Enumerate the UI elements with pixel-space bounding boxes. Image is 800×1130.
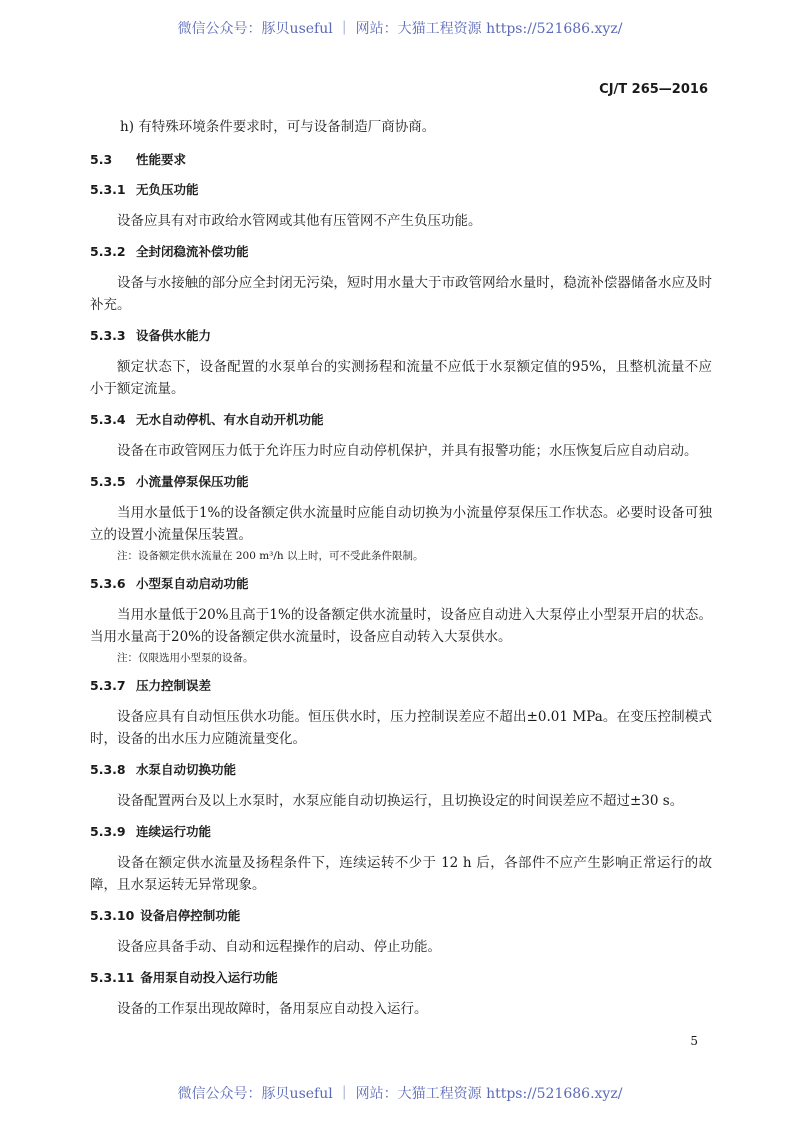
sections-container (90, 150, 712, 1020)
section-number: 5.3.1 (90, 182, 126, 197)
section-paragraph: 设备与水接触的部分应全封闭无污染，短时用水量大于市政管网给水量时，稳流补偿器储备水应及时补充。 (90, 275, 712, 313)
section-number: 5.3.7 (90, 678, 126, 693)
section-title: 性能要求 (136, 152, 187, 167)
watermark-bottom: 微信公众号：豚贝useful ｜ 网站：大猫工程资源 https://521686.xyz/ (177, 1086, 623, 1102)
section-paragraph: 额定状态下，设备配置的水泵单台的实测扬程和流量不应低于水泵额定值的95%，且整机流量不应小于额定流量。 (90, 359, 712, 397)
section-title: 全封闭稳流补偿功能 (136, 244, 249, 259)
section-heading (90, 180, 712, 200)
section-paragraph: 设备在市政管网压力低于允许压力时应自动停机保护，并具有报警功能；水压恢复后应自动启动。 (117, 443, 698, 459)
section-heading (90, 906, 712, 926)
section-title: 小型泵自动启动功能 (136, 576, 249, 591)
section-title: 小流量停泵保压功能 (136, 474, 249, 489)
watermark-top: 微信公众号：豚贝useful ｜ 网站：大猫工程资源 https://521686.xyz/ (177, 21, 623, 37)
section-heading (90, 410, 712, 430)
section-number: 5.3.8 (90, 762, 126, 777)
section-title: 无负压功能 (136, 182, 199, 197)
section-heading (90, 822, 712, 842)
document-body (90, 112, 712, 1030)
section-number: 5.3.4 (90, 412, 126, 427)
section-paragraph: 设备的工作泵出现故障时，备用泵应自动投入运行。 (117, 1001, 428, 1017)
section-heading (90, 676, 712, 696)
section-heading (90, 574, 712, 594)
section-note: 注：设备额定供水流量在 200 m³/h 以上时，可不受此条件限制。 (117, 550, 424, 562)
section-paragraph: 设备应具有自动恒压供水功能。恒压供水时，压力控制误差应不超出±0.01 MPa。在变压控制模式时，设备的出水压力应随流量变化。 (90, 709, 712, 747)
section-number: 5.3 (90, 152, 113, 167)
section-title: 设备供水能力 (136, 328, 212, 343)
list-item-h: h) 有特殊环境条件要求时，可与设备制造厂商协商。 (120, 119, 436, 135)
page-number: 5 (690, 1034, 698, 1048)
section-title: 连续运行功能 (136, 824, 212, 839)
section-number: 5.3.9 (90, 824, 126, 839)
section-heading (90, 760, 712, 780)
section-note: 注：仅限选用小型泵的设备。 (117, 652, 254, 664)
section-number: 5.3.10 (90, 908, 135, 923)
standard-code: CJ/T 265—2016 (599, 82, 708, 97)
section-number: 5.3.2 (90, 244, 126, 259)
section-title: 无水自动停机、有水自动开机功能 (136, 412, 324, 427)
section-heading (90, 326, 712, 346)
section-title: 水泵自动切换功能 (136, 762, 237, 777)
section-number: 5.3.3 (90, 328, 126, 343)
section-paragraph: 设备在额定供水流量及扬程条件下，连续运转不少于 12 h 后，各部件不应产生影响正常运行的故障，且水泵运转无异常现象。 (90, 855, 712, 893)
section-title: 压力控制误差 (136, 678, 212, 693)
section-heading (90, 968, 712, 988)
section-heading (90, 242, 712, 262)
section-paragraph: 当用水量低于1%的设备额定供水流量时应能自动切换为小流量停泵保压工作状态。必要时设备可独立的设置小流量保压装置。 (90, 505, 712, 543)
section-title: 设备启停控制功能 (140, 908, 241, 923)
section-paragraph: 设备配置两台及以上水泵时，水泵应能自动切换运行，且切换设定的时间误差应不超过±30 s。 (117, 793, 684, 809)
section-heading (90, 472, 712, 492)
section-heading (90, 150, 712, 170)
section-number: 5.3.11 (90, 970, 135, 985)
section-paragraph: 设备应具有对市政给水管网或其他有压管网不产生负压功能。 (117, 213, 482, 229)
section-paragraph: 当用水量低于20%且高于1%的设备额定供水流量时，设备应自动进入大泵停止小型泵开启的状态。当用水量高于20%的设备额定供水流量时，设备应自动转入大泵供水。 (90, 607, 712, 645)
section-title: 备用泵自动投入运行功能 (140, 970, 278, 985)
section-number: 5.3.5 (90, 474, 126, 489)
section-paragraph: 设备应具备手动、自动和远程操作的启动、停止功能。 (117, 939, 441, 955)
section-number: 5.3.6 (90, 576, 126, 591)
